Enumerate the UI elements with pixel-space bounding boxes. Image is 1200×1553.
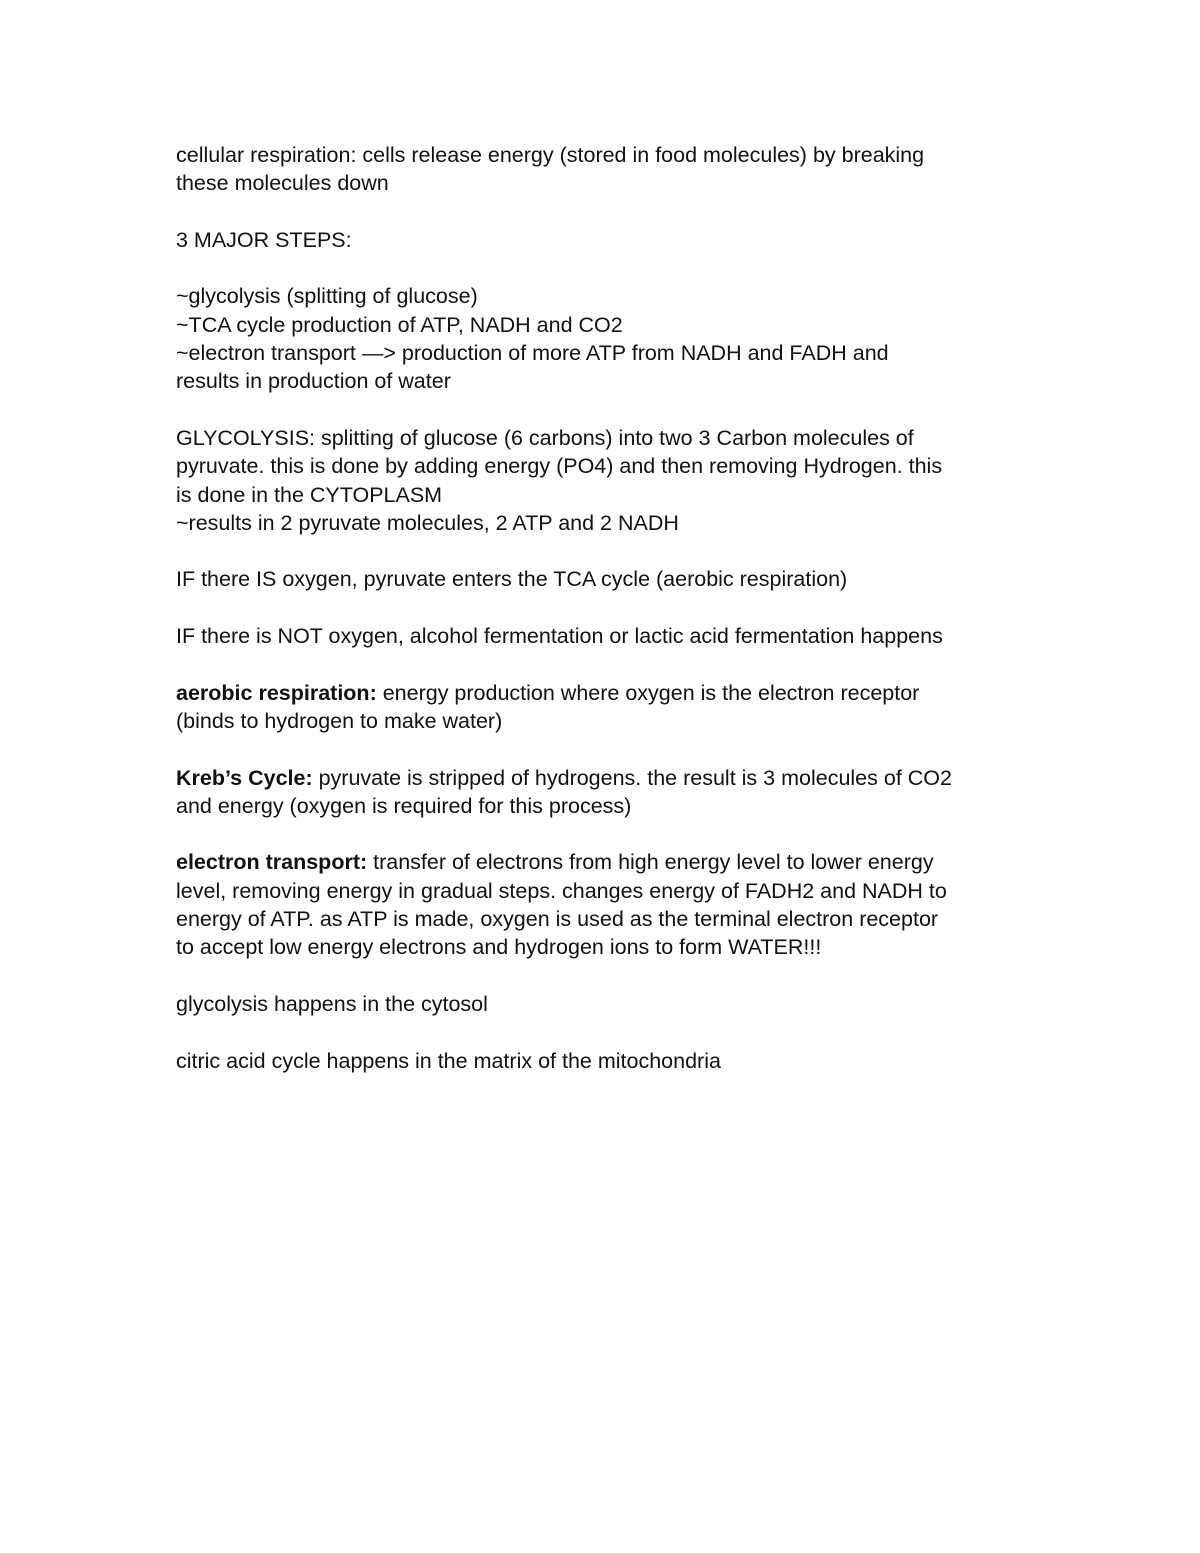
step-item-tca: ~TCA cycle production of ATP, NADH and CO2 bbox=[176, 312, 623, 337]
electron-transport-line-3: energy of ATP. as ATP is made, oxygen is used as the terminal electron receptor bbox=[176, 907, 939, 932]
glycolysis-location-line: glycolysis happens in the cytosol bbox=[176, 991, 488, 1016]
krebs-line-1 bbox=[176, 764, 1036, 792]
if-no-oxygen-paragraph bbox=[176, 622, 1036, 650]
if-oxygen-paragraph bbox=[176, 565, 1036, 593]
steps-list bbox=[176, 282, 1036, 395]
if-oxygen-line: IF there IS oxygen, pyruvate enters the TCA cycle (aerobic respiration) bbox=[176, 567, 848, 592]
step-item-electron-transport: ~electron transport —> production of more ATP from NADH and FADH and bbox=[176, 341, 889, 366]
if-no-oxygen-line: IF there is NOT oxygen, alcohol fermentation or lactic acid fermentation happens bbox=[176, 624, 943, 649]
intro-line-1: cellular respiration: cells release energy (stored in food molecules) by breaking bbox=[176, 143, 925, 167]
krebs-term: Kreb’s Cycle: bbox=[176, 765, 313, 790]
glycolysis-location-paragraph bbox=[176, 990, 1036, 1018]
citric-location-paragraph bbox=[176, 1047, 1036, 1075]
krebs-line-2: and energy (oxygen is required for this process) bbox=[176, 793, 632, 818]
glycolysis-line-2: pyruvate. this is done by adding energy (PO4) and then removing Hydrogen. this bbox=[176, 454, 943, 479]
aerobic-term: aerobic respiration: bbox=[176, 680, 377, 705]
citric-location-line: citric acid cycle happens in the matrix of the mitochondria bbox=[176, 1048, 721, 1073]
intro-line-2: these molecules down bbox=[176, 171, 389, 196]
glycolysis-line-1: GLYCOLYSIS: splitting of glucose (6 carbons) into two 3 Carbon molecules of bbox=[176, 425, 914, 450]
electron-transport-line-2: level, removing energy in gradual steps. changes energy of FADH2 and NADH to bbox=[176, 878, 947, 903]
electron-transport-line-1-text: transfer of electrons from high energy level to lower energy bbox=[367, 850, 934, 875]
step-item-electron-transport-cont: results in production of water bbox=[176, 369, 451, 394]
krebs-paragraph bbox=[176, 764, 1036, 821]
aerobic-line-2: (binds to hydrogen to make water) bbox=[176, 708, 503, 733]
krebs-line-1-text: pyruvate is stripped of hydrogens. the result is 3 molecules of CO2 bbox=[312, 765, 952, 790]
electron-transport-paragraph bbox=[176, 848, 1036, 961]
electron-transport-term: electron transport: bbox=[176, 850, 368, 875]
aerobic-line-1 bbox=[176, 679, 1036, 707]
aerobic-line-1-text: energy production where oxygen is the electron receptor bbox=[376, 680, 920, 705]
glycolysis-paragraph bbox=[176, 424, 1036, 537]
step-item-glycolysis: ~glycolysis (splitting of glucose) bbox=[176, 284, 478, 309]
glycolysis-line-4: ~results in 2 pyruvate molecules, 2 ATP and 2 NADH bbox=[176, 510, 679, 535]
document-page bbox=[176, 141, 1036, 1103]
glycolysis-line-3: is done in the CYTOPLASM bbox=[176, 482, 443, 507]
electron-transport-line-4: to accept low energy electrons and hydrogen ions to form WATER!!! bbox=[176, 935, 822, 960]
intro-paragraph bbox=[176, 141, 1036, 198]
electron-transport-line-1 bbox=[176, 848, 1036, 876]
aerobic-paragraph bbox=[176, 679, 1036, 736]
steps-heading: 3 MAJOR STEPS: bbox=[176, 227, 352, 252]
steps-heading-paragraph bbox=[176, 226, 1036, 254]
